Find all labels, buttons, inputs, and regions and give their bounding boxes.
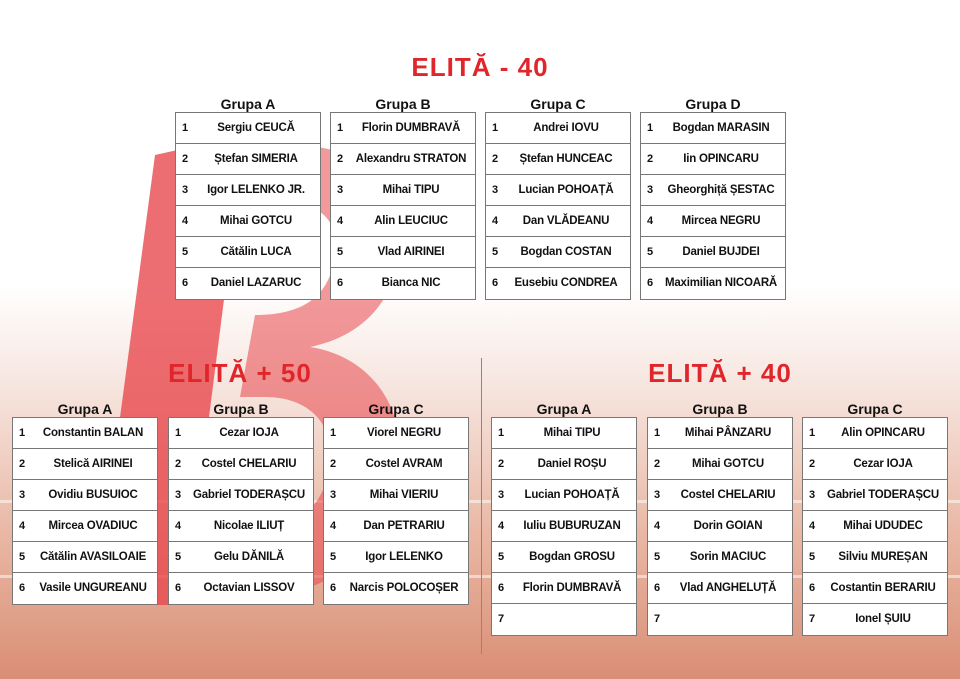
player-row — [176, 237, 320, 268]
player-name: Daniel LAZARUC — [210, 277, 302, 289]
group-elite-plus50-c — [323, 401, 469, 605]
group-table — [491, 417, 637, 636]
seed-number: 2 — [330, 458, 337, 470]
seed-number: 6 — [182, 277, 189, 289]
player-name: Silviu MUREȘAN — [838, 551, 928, 563]
seed-number: 1 — [492, 122, 499, 134]
seed-number: 6 — [19, 582, 26, 594]
player-name: Iin OPINCARU — [683, 153, 759, 165]
player-row — [169, 573, 313, 604]
player-name: Maximilian NICOARĂ — [664, 277, 778, 289]
seed-number: 2 — [654, 458, 661, 470]
group-elite-plus40-a — [491, 401, 637, 636]
group-table — [323, 417, 469, 605]
player-row — [492, 542, 636, 573]
group-title: Grupa B — [213, 401, 269, 417]
player-row — [803, 511, 947, 542]
player-row — [803, 604, 947, 635]
player-name: Stelică AIRINEI — [53, 458, 133, 470]
group-elite-minus40-d — [640, 96, 786, 300]
seed-number: 3 — [654, 489, 661, 501]
seed-number: 3 — [809, 489, 816, 501]
seed-number: 7 — [809, 613, 816, 625]
seed-number: 5 — [19, 551, 26, 563]
player-name: Ovidiu BUSUIOC — [48, 489, 138, 501]
player-row — [486, 206, 630, 237]
seed-number: 4 — [182, 215, 189, 227]
seed-number: 6 — [175, 582, 182, 594]
player-name: Florin DUMBRAVĂ — [361, 122, 461, 134]
player-row — [169, 418, 313, 449]
player-row — [13, 418, 157, 449]
player-row — [648, 449, 792, 480]
group-table — [647, 417, 793, 636]
player-row — [492, 418, 636, 449]
player-row — [648, 511, 792, 542]
player-row — [13, 449, 157, 480]
player-name: Daniel ROȘU — [537, 458, 607, 470]
seed-number: 3 — [498, 489, 505, 501]
player-name: Costel CHELARIU — [680, 489, 776, 501]
seed-number: 6 — [647, 277, 654, 289]
player-name: Vasile UNGUREANU — [39, 582, 147, 594]
seed-number: 4 — [19, 520, 26, 532]
seed-number: 5 — [492, 246, 499, 258]
player-name: Cătălin LUCA — [220, 246, 292, 258]
seed-number: 7 — [654, 613, 661, 625]
player-row — [492, 480, 636, 511]
player-name: Bogdan GROSU — [529, 551, 615, 563]
seed-number: 6 — [337, 277, 344, 289]
player-row — [176, 268, 320, 299]
player-name: Ionel ȘUIU — [855, 613, 911, 625]
player-row — [803, 573, 947, 604]
seed-number: 2 — [809, 458, 816, 470]
seed-number: 1 — [654, 427, 661, 439]
player-row — [803, 418, 947, 449]
group-elite-minus40-a — [175, 96, 321, 300]
player-row — [324, 449, 468, 480]
group-table — [12, 417, 158, 605]
player-row — [486, 175, 630, 206]
player-row — [641, 144, 785, 175]
player-row — [169, 449, 313, 480]
player-name: Daniel BUJDEI — [682, 246, 760, 258]
player-row — [13, 480, 157, 511]
player-row — [492, 604, 636, 635]
player-name: Narcis POLOCOȘER — [349, 582, 459, 594]
group-table — [330, 112, 476, 300]
group-elite-plus50-a — [12, 401, 158, 605]
player-name: Andrei IOVU — [533, 122, 599, 134]
section-title-elite-plus50: ELITĂ + 50 — [168, 358, 312, 388]
player-name: Iuliu BUBURUZAN — [523, 520, 621, 532]
player-name: Bianca NIC — [381, 277, 441, 289]
player-name: Vlad AIRINEI — [377, 246, 445, 258]
seed-number: 6 — [654, 582, 661, 594]
player-name: Alin OPINCARU — [841, 427, 925, 439]
seed-number: 2 — [182, 153, 189, 165]
group-title: Grupa A — [536, 401, 592, 417]
player-row — [331, 175, 475, 206]
player-row — [648, 480, 792, 511]
seed-number: 4 — [330, 520, 337, 532]
player-name: Nicolae ILIUȚ — [213, 520, 285, 532]
seed-number: 2 — [492, 153, 499, 165]
player-row — [648, 573, 792, 604]
group-elite-plus40-c — [802, 401, 948, 636]
player-row — [641, 268, 785, 299]
seed-number: 3 — [175, 489, 182, 501]
player-name: Mihai GOTCU — [692, 458, 764, 470]
player-name: Alexandru STRATON — [355, 153, 467, 165]
player-row — [486, 237, 630, 268]
seed-number: 1 — [175, 427, 182, 439]
player-row — [331, 268, 475, 299]
player-name: Igor LELENKO JR. — [207, 184, 305, 196]
seed-number: 6 — [330, 582, 337, 594]
group-table — [168, 417, 314, 605]
player-row — [13, 511, 157, 542]
group-table — [175, 112, 321, 300]
player-name: Mihai VIERIU — [369, 489, 439, 501]
player-row — [803, 480, 947, 511]
section-title-elite-plus40: ELITĂ + 40 — [648, 358, 792, 388]
seed-number: 4 — [654, 520, 661, 532]
seed-number: 1 — [330, 427, 337, 439]
player-row — [492, 449, 636, 480]
seed-number: 5 — [330, 551, 337, 563]
player-row — [486, 113, 630, 144]
player-name: Alin LEUCIUC — [374, 215, 448, 227]
player-row — [176, 144, 320, 175]
player-name: Costel AVRAM — [365, 458, 443, 470]
player-row — [176, 206, 320, 237]
seed-number: 3 — [182, 184, 189, 196]
seed-number: 5 — [182, 246, 189, 258]
seed-number: 4 — [647, 215, 654, 227]
player-name: Mihai GOTCU — [220, 215, 292, 227]
player-row — [803, 449, 947, 480]
seed-number: 1 — [647, 122, 654, 134]
seed-number: 4 — [337, 215, 344, 227]
player-row — [486, 144, 630, 175]
group-table — [485, 112, 631, 300]
player-row — [492, 573, 636, 604]
seed-number: 6 — [492, 277, 499, 289]
player-name: Sergiu CEUCĂ — [217, 122, 295, 134]
group-table — [640, 112, 786, 300]
group-title: Grupa A — [220, 96, 276, 112]
seed-number: 4 — [498, 520, 505, 532]
seed-number: 1 — [809, 427, 816, 439]
seed-number: 3 — [647, 184, 654, 196]
group-elite-plus50-b — [168, 401, 314, 605]
player-name: Gabriel TODERAȘCU — [826, 489, 940, 501]
player-row — [648, 418, 792, 449]
section-divider — [481, 358, 482, 654]
player-name: Octavian LISSOV — [203, 582, 295, 594]
player-name: Bogdan COSTAN — [520, 246, 612, 258]
section-title-elite-minus40: ELITĂ - 40 — [411, 52, 549, 82]
seed-number: 7 — [498, 613, 505, 625]
group-title: Grupa D — [685, 96, 741, 112]
seed-number: 4 — [175, 520, 182, 532]
group-table — [802, 417, 948, 636]
seed-number: 1 — [182, 122, 189, 134]
player-row — [331, 144, 475, 175]
group-elite-minus40-b — [330, 96, 476, 300]
player-name: Cezar IOJA — [853, 458, 913, 470]
seed-number: 6 — [498, 582, 505, 594]
player-row — [176, 175, 320, 206]
player-name: Dan PETRARIU — [363, 520, 445, 532]
player-name: Dan VLĂDEANU — [522, 215, 610, 227]
seed-number: 1 — [498, 427, 505, 439]
seed-number: 4 — [809, 520, 816, 532]
player-name: Mihai TIPU — [382, 184, 440, 196]
seed-number: 6 — [809, 582, 816, 594]
player-name: Gheorghiță ȘESTAC — [667, 184, 775, 196]
player-name: Vlad ANGHELUȚĂ — [679, 582, 777, 594]
player-row — [648, 542, 792, 573]
seed-number: 2 — [19, 458, 26, 470]
seed-number: 5 — [337, 246, 344, 258]
player-row — [324, 480, 468, 511]
player-name: Florin DUMBRAVĂ — [522, 582, 622, 594]
player-row — [331, 113, 475, 144]
player-row — [324, 573, 468, 604]
player-row — [486, 268, 630, 299]
seed-number: 5 — [809, 551, 816, 563]
group-title: Grupa C — [847, 401, 903, 417]
seed-number: 3 — [492, 184, 499, 196]
player-row — [13, 542, 157, 573]
seed-number: 4 — [492, 215, 499, 227]
group-title: Grupa C — [368, 401, 424, 417]
player-name: Mihai TIPU — [543, 427, 601, 439]
player-name: Costel CHELARIU — [201, 458, 297, 470]
seed-number: 5 — [654, 551, 661, 563]
player-name: Dorin GOIAN — [693, 520, 763, 532]
seed-number: 1 — [19, 427, 26, 439]
player-row — [492, 511, 636, 542]
group-title: Grupa B — [375, 96, 431, 112]
player-row — [641, 175, 785, 206]
player-row — [169, 480, 313, 511]
player-row — [324, 542, 468, 573]
player-row — [641, 206, 785, 237]
player-row — [641, 113, 785, 144]
player-name: Ștefan HUNCEAC — [519, 153, 613, 165]
seed-number: 5 — [498, 551, 505, 563]
seed-number: 3 — [337, 184, 344, 196]
player-name: Sorin MACIUC — [689, 551, 767, 563]
player-name: Bogdan MARASIN — [672, 122, 770, 134]
seed-number: 5 — [175, 551, 182, 563]
player-row — [13, 573, 157, 604]
player-row — [648, 604, 792, 635]
seed-number: 3 — [19, 489, 26, 501]
player-name: Mircea NEGRU — [681, 215, 761, 227]
group-title: Grupa A — [57, 401, 113, 417]
seed-number: 2 — [498, 458, 505, 470]
player-name: Mircea OVADIUC — [48, 520, 138, 532]
seed-number: 5 — [647, 246, 654, 258]
player-row — [169, 511, 313, 542]
group-title: Grupa C — [530, 96, 586, 112]
player-name: Eusebiu CONDREA — [514, 277, 618, 289]
player-name: Ștefan SIMERIA — [214, 153, 298, 165]
group-title: Grupa B — [692, 401, 748, 417]
player-name: Cătălin AVASILOAIE — [39, 551, 147, 563]
group-elite-plus40-b — [647, 401, 793, 636]
player-row — [331, 206, 475, 237]
group-elite-minus40-c — [485, 96, 631, 300]
player-name: Cezar IOJA — [219, 427, 279, 439]
player-row — [641, 237, 785, 268]
player-name: Viorel NEGRU — [366, 427, 442, 439]
player-row — [176, 113, 320, 144]
player-name: Gabriel TODERAȘCU — [192, 489, 306, 501]
player-row — [324, 511, 468, 542]
player-name: Constantin BALAN — [42, 427, 144, 439]
seed-number: 3 — [330, 489, 337, 501]
player-row — [169, 542, 313, 573]
player-name: Lucian POHOAȚĂ — [518, 184, 614, 196]
player-row — [331, 237, 475, 268]
seed-number: 2 — [175, 458, 182, 470]
player-row — [324, 418, 468, 449]
player-name: Igor LELENKO — [365, 551, 443, 563]
player-name: Gelu DĂNILĂ — [214, 551, 284, 563]
player-name: Costantin BERARIU — [830, 582, 936, 594]
seed-number: 1 — [337, 122, 344, 134]
player-row — [803, 542, 947, 573]
player-name: Lucian POHOAȚĂ — [524, 489, 620, 501]
player-name: Mihai PÂNZARU — [684, 427, 772, 439]
seed-number: 2 — [647, 153, 654, 165]
seed-number: 2 — [337, 153, 344, 165]
player-name: Mihai UDUDEC — [843, 520, 923, 532]
